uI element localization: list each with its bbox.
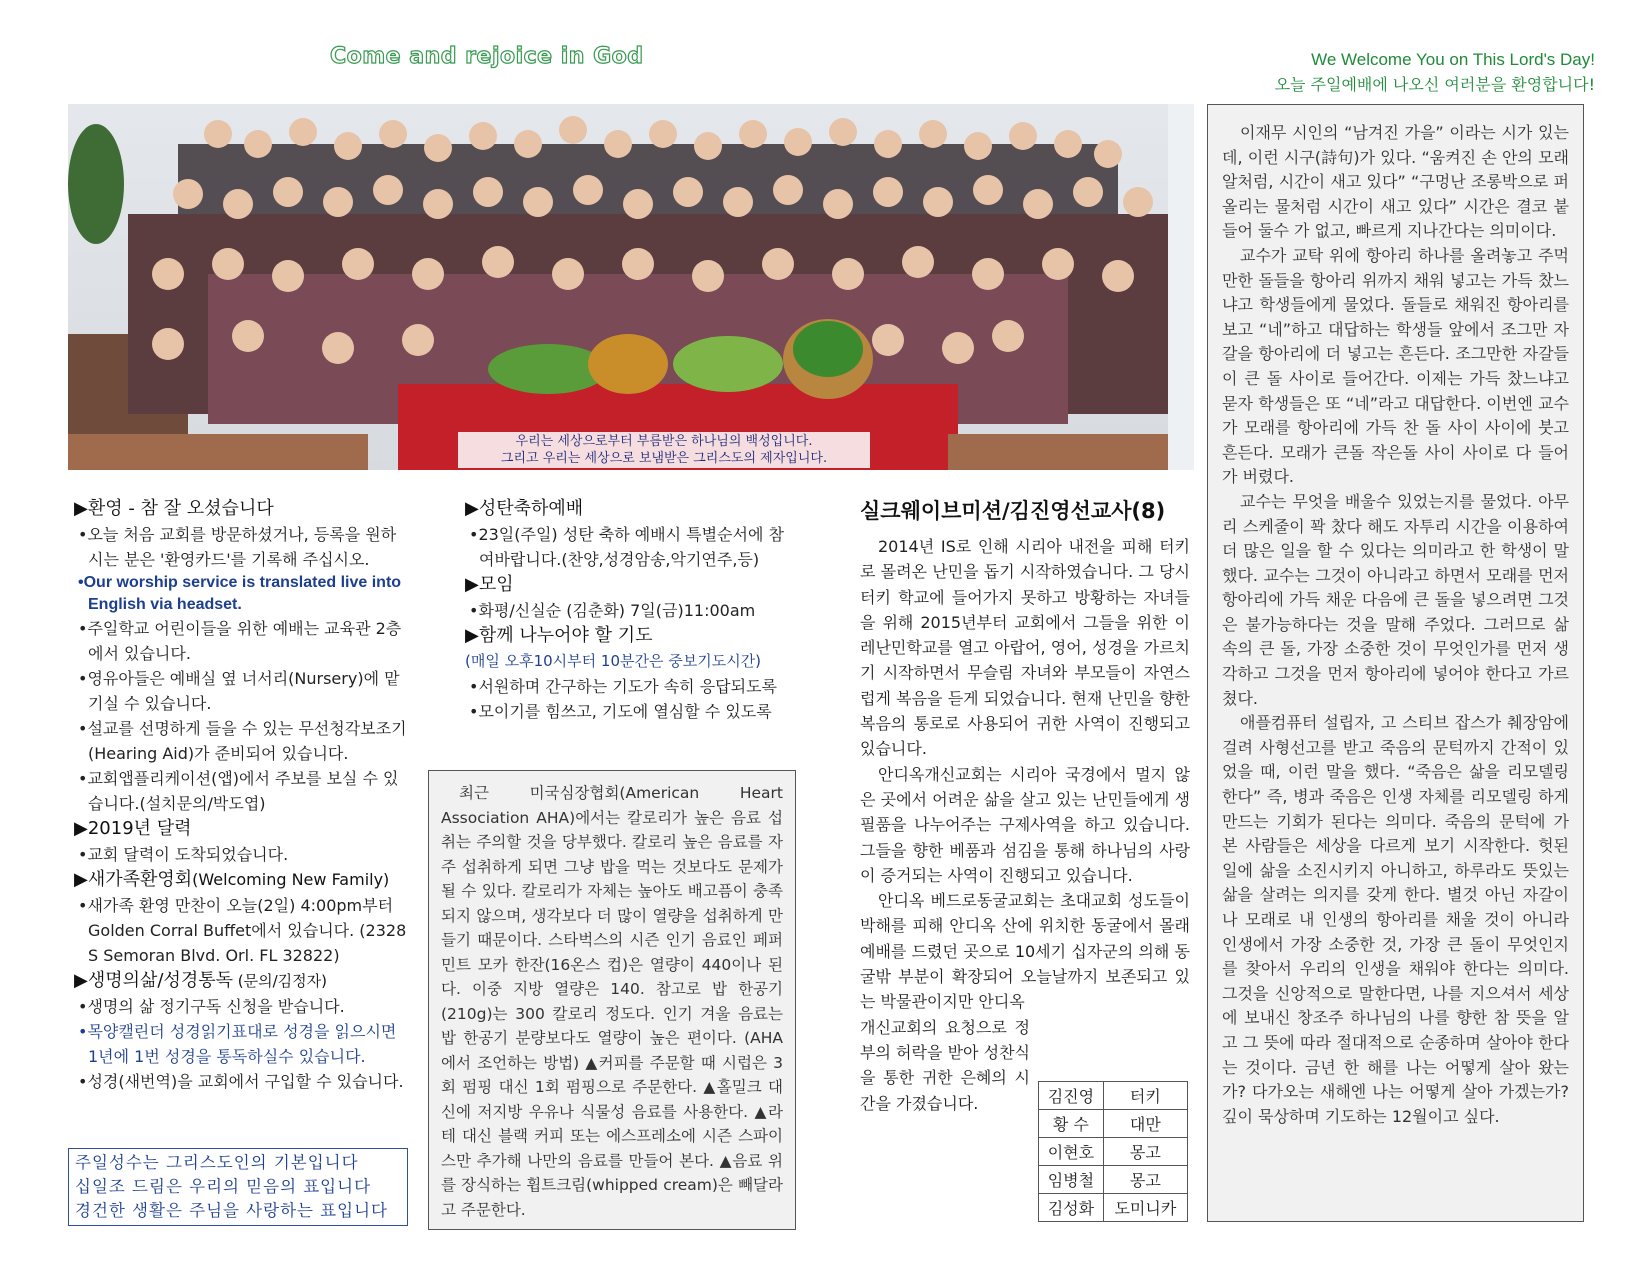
missionary-name: 김성화 xyxy=(1039,1194,1104,1222)
missionary-name: 김진영 xyxy=(1039,1082,1104,1110)
missionary-name: 이현호 xyxy=(1039,1138,1104,1166)
life-item: •목양캘린더 성경읽기표대로 성경을 읽으시면 1년에 1번 성경을 통독하실수 있습니다. xyxy=(78,1022,397,1066)
missionary-name: 임병철 xyxy=(1039,1166,1104,1194)
sunday-principle-line: 주일성수는 그리스도인의 기본입니다 xyxy=(75,1153,359,1172)
missionary-country: 도미니카 xyxy=(1103,1194,1187,1222)
new-family-item: •새가족 환영 만찬이 오늘(2일) 4:00pm부터 Golden Corral Buffet에서 있습니다. (2328 S Semoran Blvd. Orl. FL 32822) xyxy=(78,896,407,965)
life-heading xyxy=(74,968,408,994)
welcome-item: •오늘 처음 교회를 방문하셨거나, 등록을 원하시는 분은 '환영카드'를 기록해 주십시오. xyxy=(78,525,397,569)
meeting-heading: ▶모임 xyxy=(465,574,514,595)
life-heading-note: (문의/김정자) xyxy=(233,972,327,990)
missionary-country: 대만 xyxy=(1103,1110,1187,1138)
essay-paragraph: 교수가 교탁 위에 항아리 하나를 올려놓고 주먹만한 돌들을 항아리 위까지 채워 넣고는 가득 찼느냐고 학생들에게 물었다. 돌들로 채워진 항아리를 보고 “네”하고 대답하는 학생들 앞에서 조그만 자갈을 항아리에 더 넣고는 흔든다. 조그만한 자갈들이 큰 돌 사이로 들어간다. 이제는 가득 찼느냐고 묻자 학생들은 또 “네”라고 대답한다. 이번엔 교수가 모래를 항아리에 가득 찬 돌 사이 사이에 붓고 흔든다. 모래가 큰돌 작은돌 사이 사이로 다 들어가 버렸다. xyxy=(1222,245,1569,487)
table-row xyxy=(1039,1138,1188,1166)
welcome-item: •교회앱플리케이션(앱)에서 주보를 보실 수 있습니다.(설치문의/박도엽) xyxy=(78,769,399,813)
welcome-item-english: •Our worship service is translated live into English via headset. xyxy=(78,574,402,613)
essay-paragraph: 이재무 시인의 “남겨진 가을” 이라는 시가 있는데, 이런 시구(詩句)가 있다. “움켜진 손 안의 모래알처럼, 시간이 새고 있다” “구멍난 조롱박으로 퍼올리는 물처럼 시간이 새고 있다” 시간은 결코 붙들어 둘수 가 없고, 빠르게 지나간다는 의미이다. xyxy=(1222,123,1569,241)
health-article-box xyxy=(428,770,796,1230)
photo-caption xyxy=(458,432,870,468)
welcome-item: •주일학교 어린이들을 위한 예배는 교육관 2층에서 있습니다. xyxy=(78,619,402,663)
mission-column xyxy=(860,496,1190,1116)
missionary-country: 터키 xyxy=(1103,1082,1187,1110)
sunday-principles-box xyxy=(68,1148,408,1226)
sunday-principle-line: 경건한 생활은 주님을 사랑하는 표입니다 xyxy=(75,1201,388,1220)
prayer-note: (매일 오후10시부터 10분간은 중보기도시간) xyxy=(465,652,762,670)
christmas-heading: ▶성탄축하예배 xyxy=(465,498,584,519)
mission-paragraph-tail: 개신교회의 요청으로 정부의 허락을 받아 성찬식을 통한 귀한 은혜의 시간을 가졌습니다. xyxy=(860,1017,1030,1113)
prayer-heading: ▶함께 나누어야 할 기도 xyxy=(465,625,653,646)
sunday-principle-line: 십일조 드림은 우리의 믿음의 표입니다 xyxy=(75,1177,372,1196)
table-row xyxy=(1039,1082,1188,1110)
table-row xyxy=(1039,1110,1188,1138)
life-heading-title: ▶생명의삶/성경통독 xyxy=(74,970,234,991)
life-item: •성경(새번역)을 교회에서 구입할 수 있습니다. xyxy=(78,1072,404,1091)
health-article-text: 최근 미국심장협회(American Heart Association AHA)에서는 칼로리가 높은 음료 섭취는 주의할 것을 당부했다. 칼로리 높은 음료를 자주 섭취하게 되면 그냥 밥을 먹는 것보다도 문제가 될 수 있다. 칼로리가 자체는 높아도 배고픔이 충족되지 않으며, 생각보다 더 많이 열량을 섭취하게 만들기 때문이다. 스타벅스의 시즌 인기 음료인 페퍼민트 모카 한잔(16온스 컵)은 열량이 440이나 된다. 이중 지방 열량은 140. 참고로 밥 한공기(210g)는 300 칼로리 정도다. 인기 겨울 음료는 밥 한공기 분량보다도 열량이 높은 편이다. (AHA에서 조언하는 방법) ▲커피를 주문할 때 시럽은 3회 펌핑 대신 1회 펌핑으로 주문한다. ▲홀밀크 대신에 저지방 우유나 식물성 음료를 사용한다. ▲라테 대신 블랙 커피 또는 에스프레소에 시즌 스파이스만 추가해 나만의 음료를 만들어 본다. ▲음료 위를 장식하는 휩트크림(whipped cream)은 빼달라고 주문한다. xyxy=(441,784,783,1219)
meeting-item: •화평/신실순 (김춘화) 7일(금)11:00am xyxy=(469,601,756,620)
missionary-country: 몽고 xyxy=(1103,1138,1187,1166)
congregation-photo xyxy=(68,104,1194,470)
mission-paragraph: 안디옥개신교회는 시리아 국경에서 멀지 않은 곳에서 어려운 삶을 살고 있는 난민들에게 생필품을 나누어주는 구제사역을 하고 있습니다. 그들을 향한 베품과 섬김을 통해 하나님의 사랑이 증거되는 사역이 진행되고 있습니다. xyxy=(860,764,1190,885)
welcome-item: •영유아들은 예배실 옆 너서리(Nursery)에 맡기실 수 있습니다. xyxy=(78,669,400,713)
mission-title: 실크웨이브미션/김진영선교사(8) xyxy=(860,499,1166,523)
prayer-item: •모이기를 힘쓰고, 기도에 열심할 수 있도록 xyxy=(469,702,772,721)
welcome-item: •설교를 선명하게 들을 수 있는 무선청각보조기(Hearing Aid)가 준비되어 있습니다. xyxy=(78,719,407,763)
new-family-heading-ko: ▶새가족환영회 xyxy=(74,869,193,890)
mission-paragraph: 2014년 IS로 인해 시리아 내전을 피해 터키로 몰려온 난민을 돕기 시작하였습니다. 그 당시 터키 학교에 들어가지 못하고 방황하는 자녀들을 위해 2015년부터 교회에서 그들을 위한 이레난민학교를 열고 아랍어, 영어, 성경을 가르치기 시작하면서 무슬림 자녀와 부모들이 자연스럽게 복음을 듣게 되었습니다. 현재 난민을 향한 복음의 통로로 사용되어 귀한 사역이 진행되고 있습니다. xyxy=(860,537,1190,759)
congregation-photo-illustration xyxy=(68,104,1194,470)
welcome-korean: 오늘 주일예배에 나오신 여러분을 환영합니다! xyxy=(1274,75,1595,94)
table-row xyxy=(1039,1194,1188,1222)
announcements-column-2 xyxy=(465,496,799,724)
pastor-essay-box xyxy=(1207,104,1584,1222)
welcome-english: We Welcome You on This Lord's Day! xyxy=(1311,50,1595,69)
welcome-heading: ▶환영 - 참 잘 오셨습니다 xyxy=(74,498,274,519)
mission-paragraph: 안디옥 베드로동굴교회는 초대교회 성도들이 박해를 피해 안디옥 산에 위치한 동굴에서 몰래 예배를 드렸던 곳으로 10세기 십자군의 의해 동굴밖 부분이 확장되어 오늘날까지 보존되고 있는 박물관이지만 안디옥 xyxy=(860,891,1190,1012)
calendar-heading: ▶2019년 달력 xyxy=(74,818,192,839)
announcements-column-1 xyxy=(74,496,408,1094)
life-item: •생명의 삶 정기구독 신청을 받습니다. xyxy=(78,997,345,1016)
new-family-heading-en: (Welcoming New Family) xyxy=(192,870,390,889)
header-motto: Come and rejoice in God xyxy=(330,44,644,69)
essay-paragraph: 애플컴퓨터 설립자, 고 스티브 잡스가 췌장암에 걸려 사형선고를 받고 죽음의 문턱까지 간적이 있었을 때, 이런 말을 했다. “죽음은 삶을 리모델링 한다” 즉, 병과 죽음은 인생 자체를 리모델링 하게 만드는 기회가 된다는 의미다. 죽음의 문턱에 가 본 사람들은 세상을 다르게 보기 시작한다. 헛된 일에 삶을 소진시키지 아니하고, 하루라도 뜻있는 삶을 살려는 의지를 갖게 한다. 별것 아닌 자갈이나 모래로 내 인생의 항아리를 채울 것이 아니라 인생에서 가장 소중한 것, 가장 큰 돌이 무엇인지를 찾아서 우리의 인생을 채워야 한다는 의미다. 그것을 신앙적으로 말한다면, 나를 지으셔서 세상에 보내신 창조주 하나님의 나를 향한 참 뜻을 알고 그 뜻에 따라 절대적으로 순종하며 살아야 한다는 것이다. 금년 한 해를 나는 어떻게 살아 왔는가? 다가오는 새해엔 나는 어떻게 살아 가겠는가? 깊이 묵상하며 기도하는 12월이고 싶다. xyxy=(1222,713,1569,1126)
christmas-item: •23일(주일) 성탄 축하 예배시 특별순서에 참여바랍니다.(찬양,성경암송,악기연주,등) xyxy=(469,525,785,569)
missionary-name: 황 수 xyxy=(1039,1110,1104,1138)
essay-paragraph: 교수는 무엇을 배울수 있었는지를 물었다. 아무리 스케줄이 꽉 찼다 해도 자투리 시간을 이용하여 더 많은 일을 할 수 있다는 의미라고 한 학생이 말했다. 교수는 그것이 아니라고 하면서 모래를 먼저 항아리에 가득 채운 다음에 큰 돌을 넣으려면 그것은 불가능하다는 것을 말해 주었다. 그러므로 삶 속의 큰 돌, 가장 소중한 것이 무엇인가를 먼저 생각하고 그것을 먼저 항아리에 넣어야 한다고 가르쳤다. xyxy=(1222,491,1569,708)
prayer-item: •서원하며 간구하는 기도가 속히 응답되도록 xyxy=(469,677,777,696)
photo-caption-line1: 우리는 세상으로부터 부름받은 하나님의 백성입니다. xyxy=(515,434,813,449)
new-family-heading xyxy=(74,867,408,893)
photo-caption-line2: 그리고 우리는 세상으로 보냄받은 그리스도의 제자입니다. xyxy=(500,451,828,466)
missionary-country: 몽고 xyxy=(1103,1166,1187,1194)
table-row xyxy=(1039,1166,1188,1194)
calendar-item: •교회 달력이 도착되었습니다. xyxy=(78,845,289,864)
missionary-table xyxy=(1038,1081,1188,1222)
